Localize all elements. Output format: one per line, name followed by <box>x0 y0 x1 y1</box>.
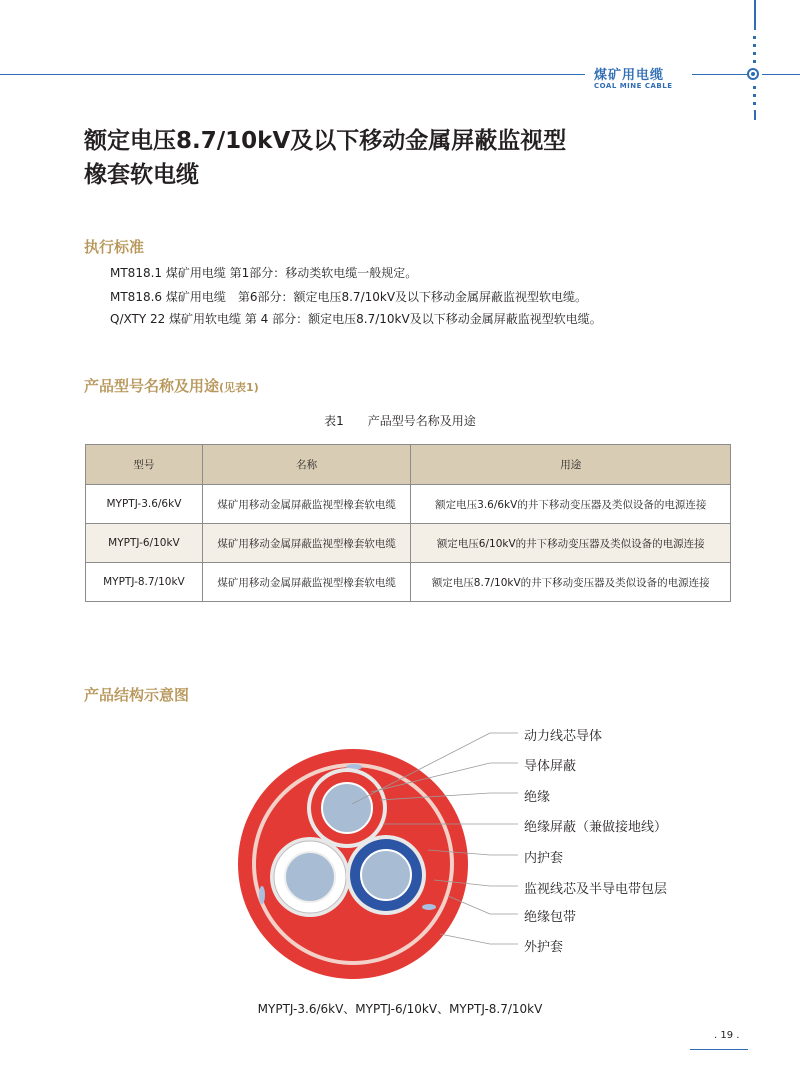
page-title-line1: 额定电压8.7/10kV及以下移动金属屏蔽监视型 <box>84 128 567 154</box>
standards-heading: 执行标准 <box>84 238 145 256</box>
header-dot <box>753 86 756 89</box>
cell-model: MYPTJ-3.6/6kV <box>86 485 203 524</box>
label-insulation-shield: 绝缘屏蔽（兼做接地线） <box>524 820 668 835</box>
header-rule-left <box>0 74 585 75</box>
label-monitoring-core: 监视线芯及半导电带包层 <box>524 882 668 897</box>
diagram-caption: MYPTJ-3.6/6kV、MYPTJ-6/10kV、MYPTJ-8.7/10kV <box>257 1002 543 1016</box>
header-dot <box>753 44 756 47</box>
cell-usage: 额定电压8.7/10kV的井下移动变压器及类似设备的电源连接 <box>411 563 731 602</box>
monitoring-core <box>422 904 436 910</box>
brand-name-cn: 煤矿用电缆 <box>594 68 665 83</box>
table-header-row <box>86 445 731 485</box>
header-vertical-bar <box>754 110 756 120</box>
label-conductor: 动力线芯导体 <box>524 729 603 744</box>
models-heading-text: 产品型号名称及用途 <box>84 377 220 395</box>
standard-item: Q/XTY 22 煤矿用软电缆 第 4 部分：额定电压8.7/10kV及以下移动金属屏蔽监视型软电缆。 <box>110 312 602 326</box>
column-header-usage: 用途 <box>411 445 731 485</box>
header-vertical-bar <box>754 0 756 30</box>
table-row <box>86 524 731 563</box>
label-outer-sheath: 外护套 <box>524 940 564 955</box>
models-heading-note: (见表1) <box>219 381 259 394</box>
header-target-icon <box>747 68 759 80</box>
header-rule-mid <box>692 74 748 75</box>
label-inner-sheath: 内护套 <box>524 851 564 866</box>
left-core-conductor <box>285 852 335 902</box>
cell-name: 煤矿用移动金属屏蔽监视型橡套软电缆 <box>202 485 411 524</box>
top-core-conductor <box>322 783 372 833</box>
brand-name-en: COAL MINE CABLE <box>594 82 673 90</box>
page-title <box>84 124 724 192</box>
cable-cross-section-diagram <box>0 700 800 1000</box>
footer-rule <box>690 1049 748 1050</box>
leader-line-outer-sheath <box>440 934 518 944</box>
header-dot <box>753 36 756 39</box>
cell-name: 煤矿用移动金属屏蔽监视型橡套软电缆 <box>202 563 411 602</box>
right-core-conductor <box>361 850 411 900</box>
table-caption: 表1 产品型号名称及用途 <box>324 414 476 428</box>
models-heading <box>84 375 259 396</box>
structure-heading: 产品结构示意图 <box>84 686 190 704</box>
label-insulation: 绝缘 <box>524 790 551 805</box>
column-header-model: 型号 <box>86 445 203 485</box>
standard-item: MT818.6 煤矿用电缆 第6部分：额定电压8.7/10kV及以下移动金属屏蔽监视型软电缆。 <box>110 290 588 304</box>
cell-usage: 额定电压6/10kV的井下移动变压器及类似设备的电源连接 <box>411 524 731 563</box>
standard-item: MT818.1 煤矿用电缆 第1部分：移动类软电缆一般规定。 <box>110 266 418 280</box>
cell-usage: 额定电压3.6/6kV的井下移动变压器及类似设备的电源连接 <box>411 485 731 524</box>
label-insulating-tape: 绝缘包带 <box>524 910 577 925</box>
table-row <box>86 485 731 524</box>
label-conductor-shield: 导体屏蔽 <box>524 759 577 774</box>
column-header-name: 名称 <box>202 445 411 485</box>
header-rule-right <box>762 74 800 75</box>
header-dot <box>753 102 756 105</box>
monitoring-core <box>259 886 265 904</box>
cell-model: MYPTJ-8.7/10kV <box>86 563 203 602</box>
header-dot <box>753 94 756 97</box>
table-row <box>86 563 731 602</box>
cell-name: 煤矿用移动金属屏蔽监视型橡套软电缆 <box>202 524 411 563</box>
page-number: . 19 . <box>714 1030 740 1041</box>
cell-model: MYPTJ-6/10kV <box>86 524 203 563</box>
header-dot <box>753 60 756 63</box>
models-table <box>85 444 731 602</box>
header-dot <box>753 52 756 55</box>
page-title-line2: 橡套软电缆 <box>84 162 199 188</box>
